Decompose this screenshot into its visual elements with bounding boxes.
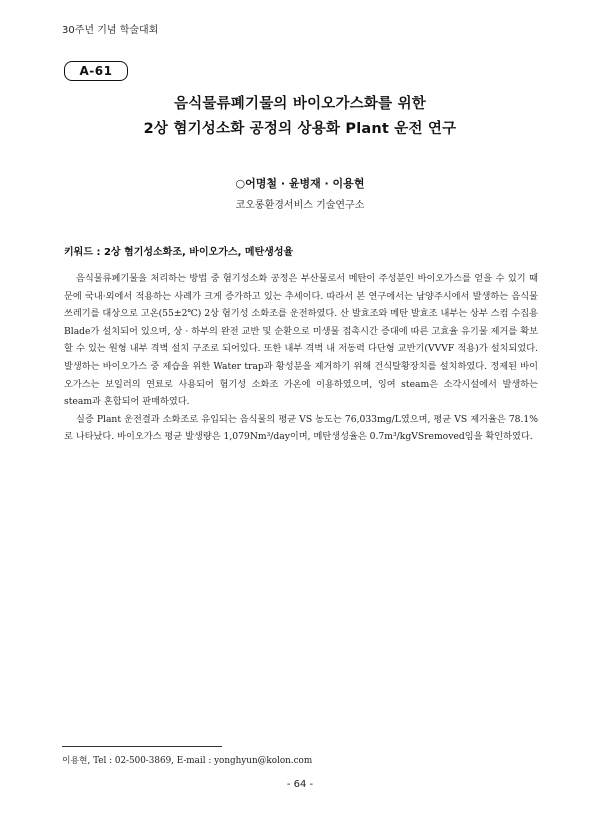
abstract-body <box>64 270 538 446</box>
paper-title-line-2: 2상 혐기성소화 공정의 상용화 Plant 운전 연구 <box>143 121 457 137</box>
footnote-divider <box>62 746 222 747</box>
paper-id-badge: A-61 <box>64 61 128 81</box>
abstract-paragraph-2: 실증 Plant 운전결과 소화조로 유입되는 음식물의 평균 VS 농도는 76,033mg/L였으며, 평균 VS 제거율은 78.1%로 나타났다. 바이오가스 평균 발생량은 1,079Nm³/day이며, 메탄생성율은 0.7m³/kgVSremoved임을 확인하였다. <box>64 413 538 443</box>
abstract-paragraph-1: 음식물류폐기물을 처리하는 방법 중 혐기성소화 공정은 부산물로서 메탄이 주성분인 바이오가스를 얻을 수 있기 때문에 국내·외에서 적용하는 사례가 크게 증가하고 있는 추세이다. 따라서 본 연구에서는 남양주시에서 발생하는 음식물쓰레기를 대상으로 고온(55±2℃) 2상 혐기성 소화조를 운전하였다. 산 발효조와 메탄 발효조 내부는 상부 스컴 수집용 Blade가 설치되어 있으며, 상 · 하부의 완전 교반 및 순환으로 미생물 접촉시간 증대에 따른 고효율 유기물 제거를 확보할 수 있는 원형 내부 격벽 설치 구조로 되어있다. 또한 내부 격벽 내 저동력 다단형 교반기(VVVF 적용)가 설치되었다. 발생하는 바이오가스 중 제습을 위한 Water trap과 황성분을 제거하기 위해 건식탈황장치를 설치하였다. 정제된 바이오가스는 보일러의 연료로 사용되어 혐기성 소화조 가온에 이용하였으며, 잉여 steam은 소각시설에서 발생하는 steam과 혼합되어 판매하였다. <box>64 273 538 408</box>
author-list: ○어명철 · 윤병재 · 이용현 <box>235 177 365 190</box>
paper-title-line-1: 음식물류폐기물의 바이오가스화를 위한 <box>173 96 426 112</box>
corresponding-author-footnote: 이용현, Tel : 02-500-3869, E-mail : yonghyun@kolon.com <box>62 756 313 766</box>
conference-header: 30주년 기념 학술대회 <box>62 25 159 36</box>
affiliation: 코오롱환경서비스 기술연구소 <box>235 200 365 211</box>
page-number: - 64 - <box>286 779 314 790</box>
keywords: 키워드 : 2상 혐기성소화조, 바이오가스, 메탄생성율 <box>64 247 294 258</box>
